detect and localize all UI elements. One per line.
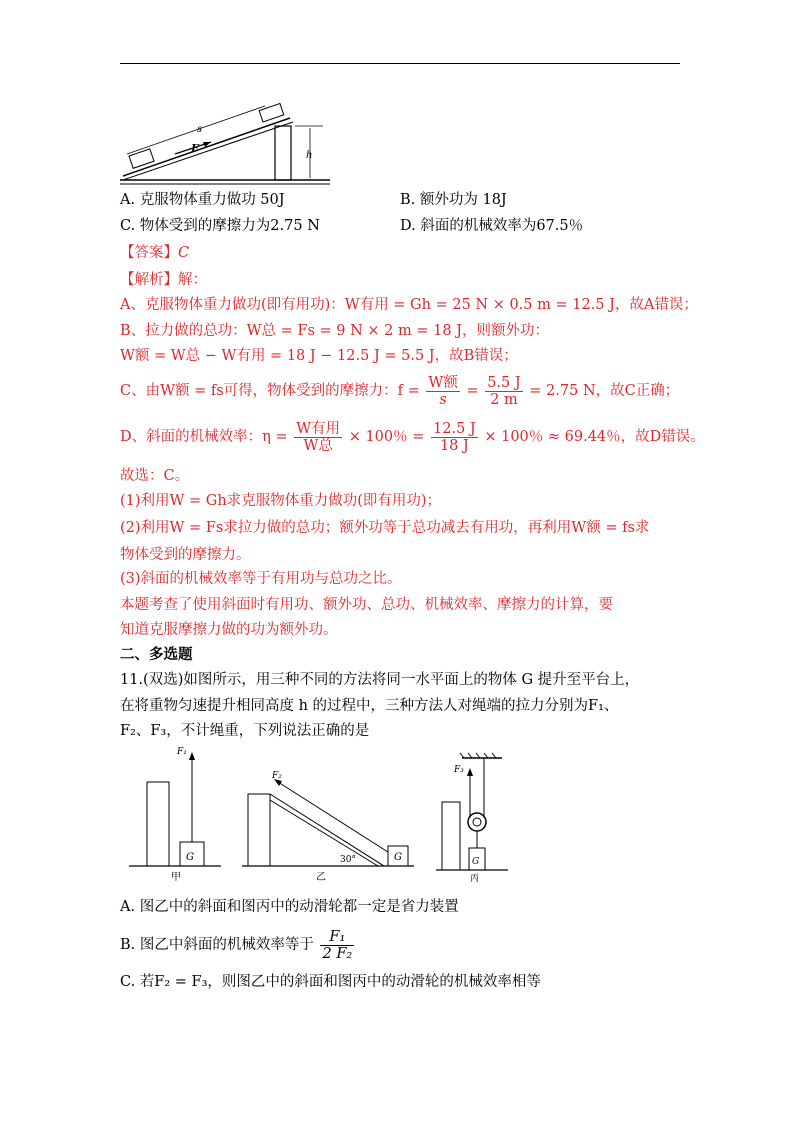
analysis-d-mid: × 100％ =	[348, 429, 425, 445]
fraction-d2-den: 18 J	[439, 437, 469, 454]
label-h: h	[306, 150, 313, 161]
label-jia: 甲	[171, 872, 181, 882]
incline-figure	[115, 96, 340, 188]
analysis-note2b: 物体受到的摩擦力。	[120, 547, 251, 563]
fraction-c1-num: W额	[428, 374, 458, 391]
analysis-a: A、克服物体重力做功(即有用功)：W有用 = Gh = 25 N × 0.5 m = 12.5 J，故A错误；	[120, 297, 698, 313]
label-s: s	[197, 124, 203, 135]
fraction-c2	[485, 375, 522, 408]
question-line1: 11.(双选)如图所示，用三种不同的方法将同一水平面上的物体 G 提升至平台上，	[120, 672, 640, 688]
fraction-b	[320, 929, 354, 962]
figure-jia	[125, 742, 225, 882]
fraction-b-num: F₁	[320, 929, 354, 946]
analysis-note3: (3)斜面的机械效率等于有用功与总功之比。	[120, 571, 402, 587]
analysis-summary1: 本题考查了使用斜面时有用功、额外功、总功、机械效率、摩擦力的计算，要	[120, 597, 613, 613]
label-G-yi: G	[394, 852, 402, 863]
figure-bing	[432, 752, 512, 882]
option-d-top: D. 斜面的机械效率为67.5％	[400, 218, 584, 234]
fraction-b-den: 2 F₂	[322, 945, 353, 962]
question-line3: F₂、F₃，不计绳重，下列说法正确的是	[120, 723, 370, 739]
option-c-top: C. 物体受到的摩擦力为2.75 N	[120, 218, 320, 234]
label-G-jia: G	[186, 852, 194, 863]
analysis-c-post: = 2.75 N，故C正确；	[529, 383, 680, 399]
label-F: F	[191, 142, 199, 155]
analysis-choice: 故选：C。	[120, 468, 190, 484]
analysis-summary2: 知道克服摩擦力做的功为额外功。	[120, 622, 338, 638]
analysis-c-pre: C、由W额 = fs可得，物体受到的摩擦力：f =	[120, 383, 420, 399]
option-a-bottom: A. 图乙中的斜面和图丙中的动滑轮都一定是省力装置	[120, 899, 459, 915]
fraction-d1-den: W总	[303, 437, 333, 454]
label-yi: 乙	[316, 872, 326, 882]
label-G-bing: G	[472, 857, 480, 867]
fraction-c2-num: 5.5 J	[487, 374, 521, 391]
label-F1: F₁	[177, 747, 187, 757]
answer-line	[120, 243, 189, 263]
option-c-bottom: C. 若F₂ = F₃，则图乙中的斜面和图丙中的动滑轮的机械效率相等	[120, 974, 541, 990]
option-a-top: A. 克服物体重力做功 50J	[120, 192, 285, 208]
label-F3: F₃	[454, 765, 464, 775]
fraction-c1-den: s	[439, 391, 447, 408]
analysis-label: 【解析】解：	[120, 272, 207, 288]
fraction-d1	[294, 421, 342, 454]
option-b-bottom-pre: B. 图乙中斜面的机械效率等于	[120, 937, 314, 953]
analysis-note2a: (2)利用W = Fs求拉力做的总功；额外功等于总功减去有用功，再利用W额 = fs求	[120, 520, 650, 536]
fraction-d2	[431, 421, 478, 454]
option-b-top: B. 额外功为 18J	[400, 192, 507, 208]
analysis-d-pre: D、斜面的机械效率：η =	[120, 429, 288, 445]
fraction-c2-den: 2 m	[490, 391, 518, 408]
fraction-d1-num: W有用	[296, 420, 341, 437]
fraction-c1	[426, 375, 459, 408]
analysis-b1: B、拉力做的总功：W总 = Fs = 9 N × 2 m = 18 J，则额外功：	[120, 323, 550, 339]
figure-yi	[238, 764, 418, 882]
answer-label: 【答案】	[120, 245, 178, 261]
analysis-c-eq: =	[466, 383, 479, 399]
option-b-bottom	[120, 926, 356, 964]
section-title: 二、多选题	[120, 646, 193, 663]
answer-value: C	[178, 245, 190, 261]
header-rule	[120, 63, 680, 64]
analysis-d	[120, 418, 705, 456]
label-angle: 30°	[340, 855, 356, 865]
analysis-note1: (1)利用W = Gh求克服物体重力做功(即有用功)；	[120, 493, 442, 509]
label-bing: 丙	[470, 874, 480, 882]
label-F2: F₂	[272, 771, 282, 781]
fraction-d2-num: 12.5 J	[433, 420, 476, 437]
analysis-d-post: × 100％ ≈ 69.44％，故D错误。	[484, 429, 705, 445]
analysis-c	[120, 372, 679, 410]
question-line2: 在将重物匀速提升相同高度 h 的过程中，三种方法人对绳端的拉力分别为F₁、	[120, 698, 619, 714]
analysis-b2: W额 = W总 − W有用 = 18 J − 12.5 J = 5.5 J，故B错误；	[120, 348, 518, 364]
